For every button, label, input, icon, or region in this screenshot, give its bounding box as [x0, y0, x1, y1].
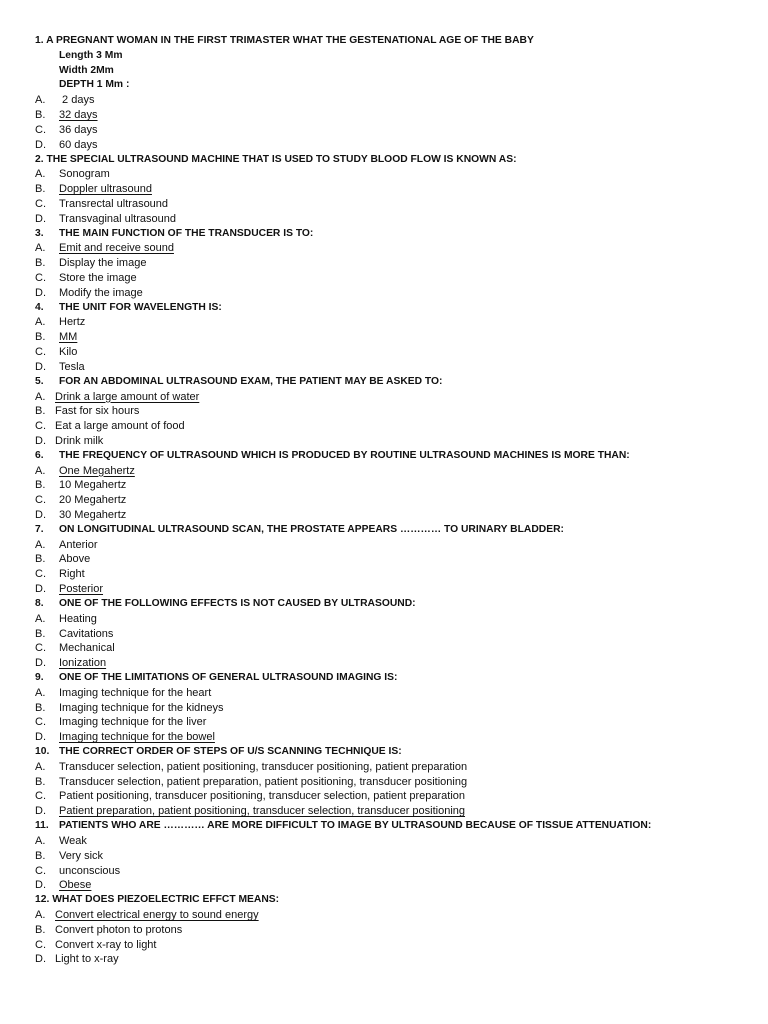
option-letter: B. — [35, 775, 46, 788]
option-text: Light to x-ray — [55, 953, 119, 966]
question-text: ONE OF THE FOLLOWING EFFECTS IS NOT CAUSED BY ULTRASOUND: — [59, 597, 416, 609]
option-letter: B. — [35, 405, 46, 418]
option-text-correct: Doppler ultrasound — [59, 183, 152, 196]
option-text-correct: Ionization — [59, 657, 107, 670]
question-number: 7. — [35, 523, 44, 535]
option-text-correct: Drink a large amount of water — [55, 390, 200, 403]
option-text: Patient positioning, transducer positioning, transducer selection, patient preparation — [59, 790, 466, 803]
option-text: Right — [59, 568, 85, 581]
answer-option — [35, 582, 755, 597]
option-text: Cavitations — [59, 627, 114, 640]
option-letter: D. — [35, 879, 46, 892]
option-letter: A. — [35, 168, 46, 181]
answer-option — [35, 938, 755, 953]
option-text: Anterior — [59, 538, 98, 551]
answer-option — [35, 315, 755, 330]
option-letter: D. — [35, 805, 46, 818]
answer-option — [35, 760, 755, 775]
option-letter: B. — [35, 331, 46, 344]
option-text: Transducer selection, patient preparation, patient positioning, transducer positioning — [59, 775, 468, 788]
option-text: Imaging technique for the kidneys — [59, 701, 224, 714]
answer-option — [35, 182, 755, 197]
option-text-correct: Obese — [59, 879, 92, 892]
option-letter: A. — [35, 908, 46, 921]
question-heading — [35, 301, 755, 316]
option-letter: C. — [35, 568, 46, 581]
answer-option — [35, 567, 755, 582]
option-letter: D. — [35, 434, 46, 447]
option-text: Convert x-ray to light — [55, 938, 157, 951]
question-text: THE SPECIAL ULTRASOUND MACHINE THAT IS USED TO STUDY BLOOD FLOW IS KNOWN AS: — [46, 153, 517, 165]
question-heading — [35, 671, 755, 686]
question-number: 4. — [35, 301, 44, 313]
answer-option — [35, 686, 755, 701]
question-heading — [35, 375, 755, 390]
option-text: unconscious — [59, 864, 121, 877]
question-subline: DEPTH 1 Mm : — [59, 79, 130, 91]
option-text: Modify the image — [59, 286, 143, 299]
option-text: Tesla — [59, 360, 85, 373]
answer-option — [35, 138, 755, 153]
question-number: 9. — [35, 671, 44, 683]
answer-option — [35, 715, 755, 730]
answer-option — [35, 345, 755, 360]
question-text: ON LONGITUDINAL ULTRASOUND SCAN, THE PROSTATE APPEARS ………… TO URINARY BLADDER: — [59, 523, 564, 535]
question-text: FOR AN ABDOMINAL ULTRASOUND EXAM, THE PATIENT MAY BE ASKED TO: — [59, 375, 443, 387]
option-letter: A. — [35, 390, 46, 403]
option-text: Store the image — [59, 272, 137, 284]
question-text: THE FREQUENCY OF ULTRASOUND WHICH IS PRODUCED BY ROUTINE ULTRASOUND MACHINES IS MORE THAN: — [59, 449, 630, 461]
answer-option — [35, 464, 755, 479]
option-letter: A. — [35, 94, 46, 107]
option-letter: A. — [35, 760, 46, 773]
answer-option — [35, 730, 755, 745]
option-letter: A. — [35, 686, 46, 699]
question-number: 8. — [35, 597, 44, 609]
option-letter: D. — [35, 138, 46, 151]
question-number: 3. — [35, 227, 44, 239]
option-text: Mechanical — [59, 642, 115, 655]
question-heading — [35, 819, 755, 834]
question-subline: Width 2Mm — [59, 64, 114, 76]
option-text: Transducer selection, patient positioning, transducer positioning, patient preparation — [59, 760, 468, 773]
option-letter: B. — [35, 923, 46, 936]
option-letter: C. — [35, 790, 46, 803]
question-text: THE CORRECT ORDER OF STEPS OF U/S SCANNING TECHNIQUE IS: — [59, 746, 402, 757]
option-letter: A. — [35, 612, 46, 625]
option-letter: B. — [35, 479, 46, 492]
option-text: Display the image — [59, 257, 147, 270]
answer-option — [35, 775, 755, 790]
answer-option — [35, 656, 755, 671]
option-letter: D. — [35, 286, 46, 299]
option-text: Imaging technique for the heart — [59, 686, 212, 699]
answer-option — [35, 864, 755, 879]
option-letter: D. — [35, 583, 46, 596]
option-text: Imaging technique for the liver — [59, 716, 207, 729]
question-text: . WHAT DOES PIEZOELECTRIC EFFCT MEANS: — [46, 894, 280, 906]
option-text: Above — [59, 553, 91, 566]
option-letter: C. — [35, 494, 46, 507]
question-text: THE MAIN FUNCTION OF THE TRANSDUCER IS TO: — [59, 227, 314, 239]
option-text: Convert photon to protons — [55, 923, 183, 936]
option-letter: D. — [35, 731, 46, 744]
answer-option — [35, 701, 755, 716]
option-text-correct: One Megahertz — [59, 464, 135, 477]
option-letter: A. — [35, 242, 46, 255]
answer-option — [35, 493, 755, 508]
question-heading — [35, 449, 755, 464]
answer-option — [35, 434, 755, 449]
answer-option — [35, 419, 755, 434]
answer-option — [35, 167, 755, 182]
question-number: 10. — [35, 746, 50, 757]
option-letter: B. — [35, 109, 46, 122]
option-text: Kilo — [59, 346, 78, 359]
question-number: 11. — [35, 820, 49, 832]
option-text-correct: Imaging technique for the bowel — [59, 731, 215, 744]
question-heading — [35, 34, 755, 49]
option-letter: B. — [35, 553, 46, 566]
option-letter: C. — [35, 123, 46, 136]
option-letter: B. — [35, 627, 46, 640]
option-letter: D. — [35, 212, 46, 225]
answer-option — [35, 612, 755, 627]
option-text: 30 Megahertz — [59, 509, 127, 521]
question-number: 1. — [35, 35, 44, 46]
answer-option — [35, 804, 755, 819]
option-text-correct: MM — [59, 331, 78, 344]
option-letter: C. — [35, 346, 46, 359]
option-text-correct: Patient preparation, patient positioning, transducer selection, transducer positioning — [59, 805, 466, 818]
answer-option — [35, 908, 755, 923]
answer-option — [35, 478, 755, 493]
question-subline: Length 3 Mm — [59, 49, 123, 61]
answer-option — [35, 627, 755, 642]
option-letter: A. — [35, 538, 46, 551]
answer-option — [35, 508, 755, 523]
answer-option — [35, 952, 755, 967]
answer-option — [35, 271, 755, 286]
option-text-correct: Posterior — [59, 583, 104, 596]
question-heading — [35, 227, 755, 242]
option-letter: B. — [35, 257, 46, 270]
question-list — [35, 34, 755, 967]
option-letter: D. — [35, 509, 46, 521]
option-text: Very sick — [59, 849, 104, 862]
option-letter: C. — [35, 197, 46, 210]
answer-option — [35, 641, 755, 656]
answer-option — [35, 212, 755, 227]
question-heading — [35, 153, 755, 168]
answer-option — [35, 878, 755, 893]
question-heading — [35, 893, 755, 908]
option-letter: D. — [35, 657, 46, 670]
question-number: 2. — [35, 153, 44, 165]
option-text: Eat a large amount of food — [55, 420, 185, 433]
option-letter: C. — [35, 642, 46, 655]
answer-option — [35, 241, 755, 256]
answer-option — [35, 789, 755, 804]
option-text-correct: Convert electrical energy to sound energy — [55, 908, 259, 921]
option-text-correct: 32 days — [59, 109, 98, 122]
answer-option — [35, 256, 755, 271]
answer-option — [35, 286, 755, 301]
question-text: THE UNIT FOR WAVELENGTH IS: — [59, 301, 222, 313]
option-text: Hertz — [59, 316, 86, 329]
question-number: 5. — [35, 375, 44, 387]
option-text-correct: Emit and receive sound — [59, 242, 174, 255]
option-text: Weak — [59, 834, 87, 847]
option-text: 36 days — [59, 123, 98, 136]
answer-option — [35, 923, 755, 938]
option-text: 2 days — [59, 94, 95, 107]
option-letter: A. — [35, 834, 46, 847]
answer-option — [35, 330, 755, 345]
answer-option — [35, 404, 755, 419]
answer-option — [35, 360, 755, 375]
option-text: 20 Megahertz — [59, 494, 127, 507]
question-number: 6. — [35, 449, 44, 461]
question-heading — [35, 597, 755, 612]
option-letter: A. — [35, 464, 46, 477]
option-letter: C. — [35, 864, 46, 877]
option-text: Sonogram — [59, 168, 110, 181]
answer-option — [35, 93, 755, 108]
option-text: Heating — [59, 612, 97, 625]
answer-option — [35, 390, 755, 405]
answer-option — [35, 552, 755, 567]
option-letter: C. — [35, 272, 46, 284]
option-text: 60 days — [59, 138, 98, 151]
option-letter: A. — [35, 316, 46, 329]
answer-option — [35, 108, 755, 123]
answer-option — [35, 123, 755, 138]
question-heading — [35, 523, 755, 538]
option-text: 10 Megahertz — [59, 479, 127, 492]
option-letter: D. — [35, 360, 46, 373]
option-letter: C. — [35, 420, 46, 433]
question-text: PATIENTS WHO ARE ………… ARE MORE DIFFICULT TO IMAGE BY ULTRASOUND BECAUSE OF TISSUE ATTENUATION: — [59, 820, 652, 832]
answer-option — [35, 849, 755, 864]
option-letter: B. — [35, 849, 46, 862]
option-text: Drink milk — [55, 434, 104, 447]
option-letter: D. — [35, 953, 46, 966]
answer-option — [35, 538, 755, 553]
option-text: Fast for six hours — [55, 405, 140, 418]
option-letter: B. — [35, 701, 46, 714]
question-number: 12 — [35, 894, 47, 906]
question-heading — [35, 745, 755, 760]
option-text: Transrectal ultrasound — [59, 197, 169, 210]
question-text: ONE OF THE LIMITATIONS OF GENERAL ULTRASOUND IMAGING IS: — [59, 671, 398, 683]
question-text: A PREGNANT WOMAN IN THE FIRST TRIMASTER WHAT THE GESTENATIONAL AGE OF THE BABY — [46, 35, 534, 46]
answer-option — [35, 197, 755, 212]
option-letter: C. — [35, 716, 46, 729]
option-letter: C. — [35, 938, 46, 951]
option-letter: B. — [35, 183, 46, 196]
option-text: Transvaginal ultrasound — [59, 212, 176, 225]
answer-option — [35, 834, 755, 849]
